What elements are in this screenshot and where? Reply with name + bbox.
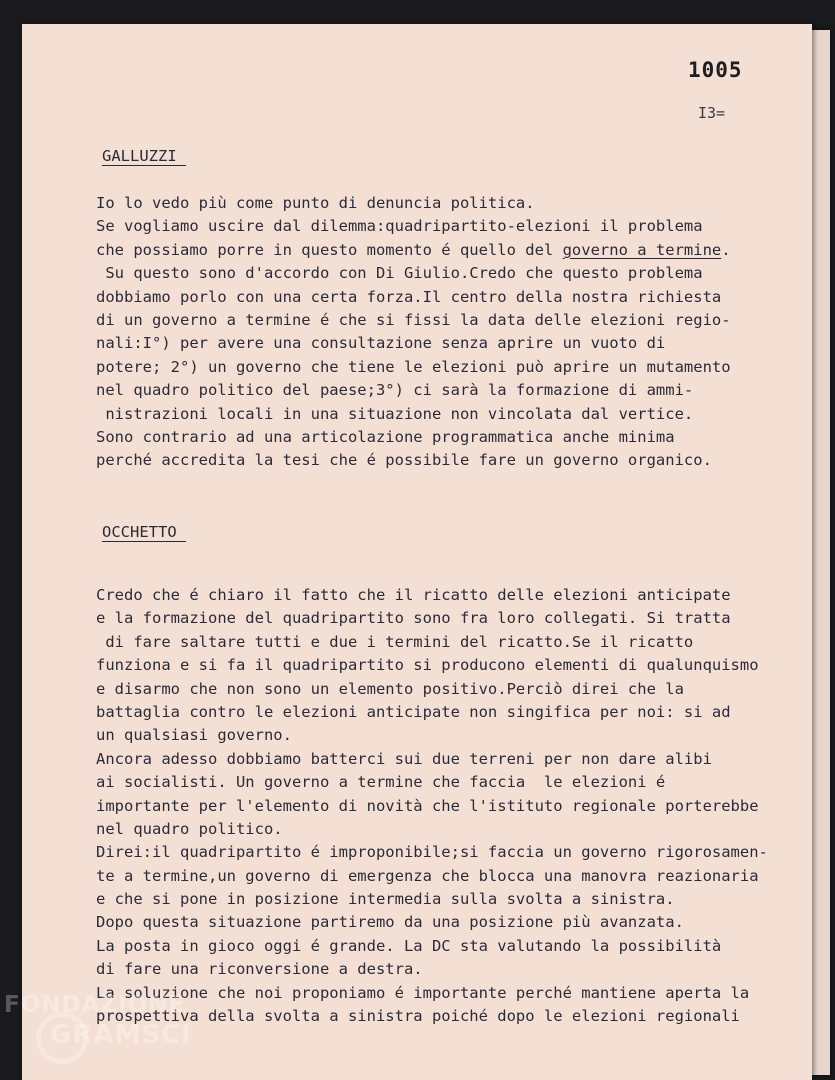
text-line: nel quadro politico.: [96, 819, 283, 838]
text-line: nali:I°) per avere una consultazione senza aprire un vuoto di: [96, 334, 666, 353]
speaker-heading-occhetto: OCCHETTO: [102, 523, 186, 541]
speaker-heading-galluzzi: GALLUZZI: [102, 147, 186, 165]
text-line-start: che possiamo porre in questo momento é quello del: [96, 240, 563, 259]
text-line: Dopo questa situazione partiremo da una posizione più avanzata.: [96, 913, 684, 932]
document-number: 1005: [688, 58, 743, 82]
text-line: potere; 2°) un governo che tiene le elezioni può aprire un mutamento: [96, 357, 731, 376]
page-number: I3=: [698, 104, 726, 122]
text-line: e che si pone in posizione intermedia sulla svolta a sinistra.: [96, 890, 675, 909]
underlined-phrase: governo a termine: [562, 240, 722, 259]
document-page: [22, 24, 812, 1080]
text-line: La soluzione che noi proponiamo é importante perché mantiene aperta la: [96, 983, 750, 1002]
text-line: Io lo vedo più come punto di denuncia politica.: [96, 194, 535, 212]
text-line: funziona e si fa il quadripartito si producono elementi di qualunquismo: [96, 656, 759, 675]
speech-occhetto: [96, 584, 768, 1028]
text-line: Credo che é chiaro il fatto che il ricatto delle elezioni anticipate: [96, 586, 731, 604]
text-line: dobbiamo porlo con una certa forza.Il centro della nostra richiesta: [96, 287, 722, 306]
text-line: prospettiva della svolta a sinistra poiché dopo le elezioni regionali: [96, 1007, 740, 1026]
text-line: e disarmo che non sono un elemento positivo.Perciò direi che la: [96, 679, 684, 698]
text-line: ai socialisti. Un governo a termine che faccia le elezioni é: [96, 773, 666, 792]
text-line: di fare saltare tutti e due i termini del ricatto.Se il ricatto: [96, 632, 694, 651]
text-line: Se vogliamo uscire dal dilemma:quadripartito-elezioni il problema: [96, 217, 703, 236]
text-line: e la formazione del quadripartito sono fra loro collegati. Si tratta: [96, 609, 731, 628]
text-line: nistrazioni locali in una situazione non vincolata dal vertice.: [96, 404, 694, 423]
text-line: perché accredita la tesi che é possibile fare un governo organico.: [96, 451, 712, 470]
text-line: che possiamo porre in questo momento é quello del governo a termine.: [96, 240, 731, 259]
watermark-line-2: GRAMSCI: [50, 1020, 192, 1050]
text-line: battaglia contro le elezioni anticipate non singifica per noi: si ad: [96, 702, 731, 721]
text-line: Su questo sono d'accordo con Di Giulio.Credo che questo problema: [96, 264, 703, 283]
speech-galluzzi: [96, 192, 731, 473]
text-line: di un governo a termine é che si fissi la data delle elezioni regio-: [96, 310, 731, 329]
text-line: La posta in gioco oggi é grande. La DC sta valutando la possibilità: [96, 936, 722, 955]
text-line: Sono contrario ad una articolazione programmatica anche minima: [96, 427, 675, 446]
text-line: Direi:il quadripartito é improponibile;si faccia un governo rigorosamen-: [96, 843, 768, 862]
watermark-line-1: FONDAZIONE: [4, 992, 186, 1018]
text-line: nel quadro politico del paese;3°) ci sarà la formazione di ammi-: [96, 381, 694, 400]
text-line: te a termine,un governo di emergenza che blocca una manovra reazionaria: [96, 866, 759, 885]
text-line: Ancora adesso dobbiamo batterci sui due terreni per non dare alibi: [96, 749, 712, 768]
text-line: importante per l'elemento di novità che l'istituto regionale porterebbe: [96, 796, 759, 815]
text-line: di fare una riconversione a destra.: [96, 960, 423, 979]
text-line: un qualsiasi governo.: [96, 726, 292, 745]
